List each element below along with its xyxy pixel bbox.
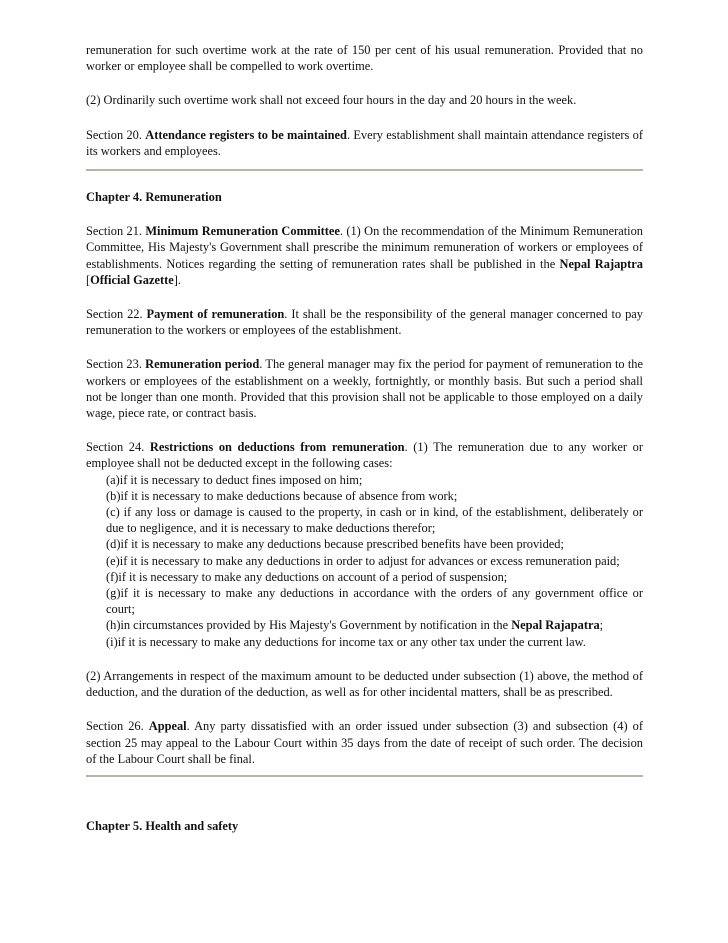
- chapter-4-heading: Chapter 4. Remuneration: [86, 190, 222, 205]
- chapter-5-heading: Chapter 5. Health and safety: [86, 818, 239, 833]
- section-20-paragraph: [86, 127, 643, 159]
- section-20-prefix: Section 20.: [86, 127, 146, 142]
- item-h-text: (h)in circumstances provided by His Majesty's Government by notification in the: [106, 618, 512, 633]
- section-22-text: . It shall be the responsibility of the general manager concerned to pay remuneration to the workers or employees of the establishment.: [86, 307, 643, 338]
- section-24-title: Restrictions on deductions from remuneration: [149, 440, 405, 455]
- section-22-paragraph: [86, 306, 643, 338]
- item-h-end: ;: [599, 618, 604, 633]
- item-h-gazette: Nepal Rajapatra: [511, 618, 600, 633]
- deduction-cases-list: [86, 472, 643, 650]
- section-23-prefix: Section 23.: [86, 357, 146, 372]
- section-21-title: Minimum Remuneration Committee: [145, 224, 340, 239]
- bracket-close: ].: [173, 272, 181, 287]
- list-item: (c) if any loss or damage is caused to the property, in cash or in kind, of the establishment, deliberately or due to negligence, and it is necessary to make deductions therefor;: [106, 505, 643, 536]
- section-22-title: Payment of remuneration: [146, 307, 285, 322]
- document-page: [86, 42, 643, 852]
- list-item: (i)if it is necessary to make any deductions for income tax or any other tax under the current law.: [106, 634, 586, 649]
- section-21-paragraph: [86, 223, 643, 288]
- list-item: (e)if it is necessary to make any deductions in order to adjust for advances or excess remuneration paid;: [106, 553, 620, 568]
- gazette-name: Nepal Rajaptra: [559, 256, 643, 271]
- list-item: (d)if it is necessary to make any deductions because prescribed benefits have been provided;: [106, 537, 564, 552]
- list-item: [106, 617, 643, 633]
- list-item: (b)if it is necessary to make deductions because of absence from work;: [106, 488, 458, 503]
- section-23-paragraph: [86, 356, 643, 421]
- section-24-subsection-2: (2) Arrangements in respect of the maximum amount to be deducted under subsection (1) above, the method of deduction, and the duration of the deduction, as well as for other incidental matters, shall be as prescribed.: [86, 668, 643, 700]
- section-24-paragraph: [86, 439, 643, 471]
- section-26-text: . Any party dissatisfied with an order issued under subsection (3) and subsection (4) of section 25 may appeal to the Labour Court within 35 days from the date of receipt of such order. The decision of the Labour Court shall be final.: [86, 719, 643, 766]
- section-21-text: . (1) On the recommendation of the Minimum Remuneration Committee, His Majesty's Government shall prescribe the minimum remuneration of workers or employees of establishments. Notices regarding the setting of remuneration rates shall be published in the: [86, 224, 643, 271]
- overtime-limit-paragraph: (2) Ordinarily such overtime work shall not exceed four hours in the day and 20 hours in the week.: [86, 93, 577, 108]
- list-item: (f)if it is necessary to make any deductions on account of a period of suspension;: [106, 569, 508, 584]
- overtime-remuneration-paragraph: remuneration for such overtime work at the rate of 150 per cent of his usual remuneration. Provided that no worker or employee shall be compelled to work overtime.: [86, 43, 643, 74]
- gazette-english: Official Gazette: [90, 272, 174, 287]
- section-26-paragraph: [86, 718, 643, 767]
- section-divider: [86, 169, 643, 171]
- section-20-text: . Every establishment shall maintain attendance registers of its workers and employees.: [86, 127, 644, 158]
- section-21-prefix: Section 21.: [86, 224, 146, 239]
- chapter-divider: [86, 775, 643, 777]
- section-24-text: . (1) The remuneration due to any worker or employee shall not be deducted except in the following cases:: [86, 440, 643, 471]
- bracket-open: [: [86, 272, 91, 287]
- section-24-prefix: Section 24.: [86, 440, 150, 455]
- section-20-title: Attendance registers to be maintained: [145, 127, 347, 142]
- list-item: (a)if it is necessary to deduct fines imposed on him;: [106, 472, 363, 487]
- section-23-text: . The general manager may fix the period for payment of remuneration to the workers or employees of the establishment on a weekly, fortnightly, or monthly basis. But such a period shall not be longer than one month. Provided that this provision shall not be applicable to those employed on a daily wage, piece rate, or contract basis.: [86, 357, 643, 421]
- section-26-prefix: Section 26.: [86, 719, 149, 734]
- section-22-prefix: Section 22.: [86, 307, 147, 322]
- section-26-title: Appeal: [148, 719, 187, 734]
- list-item: (g)if it is necessary to make any deductions in accordance with the orders of any government office or court;: [106, 586, 643, 617]
- section-23-title: Remuneration period: [145, 357, 260, 372]
